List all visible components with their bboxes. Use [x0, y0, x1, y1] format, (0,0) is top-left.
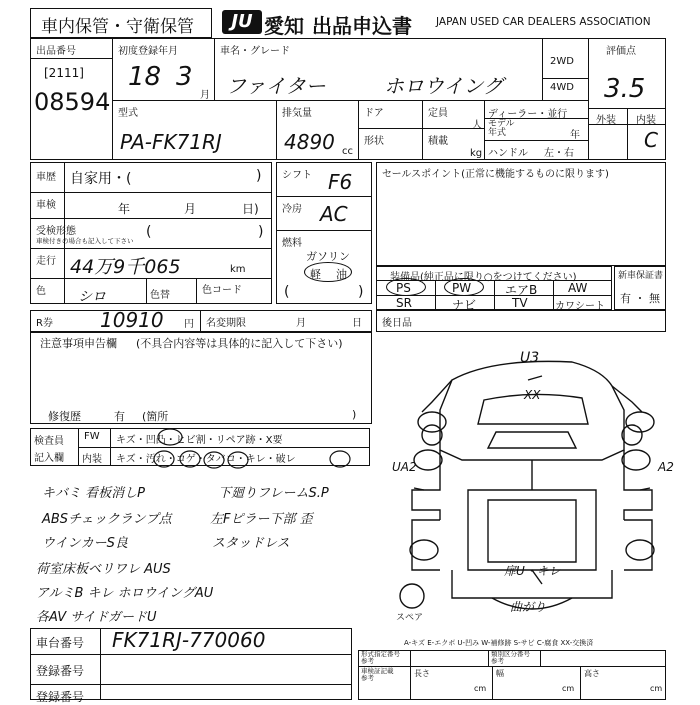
shift-block [276, 162, 372, 304]
spec-height-unit: cm [650, 684, 663, 693]
model-label: 型式 [118, 108, 138, 119]
note-2: 下廻りフレームS.P [218, 486, 329, 501]
r-ticket-value: 10910 [100, 308, 164, 332]
fuel-option-oil: 油 [336, 268, 347, 281]
receipt-sub: 車検付きの場合も記入して下さい [36, 237, 134, 245]
capacity-unit: 人 [472, 120, 482, 131]
inspector-row1: キズ・凹凸・ヒビ割・リペア跡・X要 [116, 435, 283, 446]
after-fit-box [376, 310, 666, 332]
rating-int-value: C [644, 128, 658, 152]
diagram-mark-bed: 扉U・キレ [504, 564, 561, 578]
rating-value: 3.5 [604, 74, 646, 104]
spec-length: 長さ [414, 669, 430, 678]
fuel-option-gasoline: ガソリン [306, 250, 350, 263]
note-1: キバミ 看板消しP [42, 486, 145, 501]
drive-2wd: 2WD [550, 56, 574, 67]
fuel-circle-mark [304, 262, 352, 282]
handle-label: ハンドル [488, 148, 528, 159]
equip-seat: カワシート [555, 301, 605, 312]
notes-sub: (不具合内容等は具体的に記入して下さい) [136, 337, 343, 350]
car-grade-value: ホロウイング [384, 74, 503, 98]
registration-month-unit: 月 [200, 90, 210, 101]
displacement-label: 排気量 [282, 108, 312, 119]
form-title: 出品申込書 [312, 14, 412, 38]
recycle-label: 新車保証書 [618, 271, 664, 281]
note-7: 荷室床板ベリワレ AUS [36, 562, 171, 577]
equip-ps: PS [396, 281, 411, 295]
handle-options: 左・右 [544, 148, 574, 159]
load-unit: kg [470, 148, 483, 159]
inspector-row2: キズ・汚れ・コゲ・タバコ・キレ・破レ [116, 454, 296, 465]
reg-number-label: 登録番号 [36, 664, 85, 678]
inspection-day: 日) [242, 202, 259, 216]
diagram-mark-right: A2 [658, 460, 674, 474]
displacement-value: 4890 [284, 130, 335, 154]
equip-pw-circle [444, 278, 484, 296]
lot-number: 08594 [34, 88, 111, 116]
damage-legend: A-キズ E-エクボ U-凹み W-補修跡 S-サビ C-腐食 XX-交換済 [404, 639, 594, 647]
equip-tv: TV [512, 296, 528, 310]
diagram-mark-xx: XX [524, 388, 541, 402]
name-change-month: 月 [296, 318, 306, 329]
diagram-mark-top: U3 [520, 350, 540, 366]
color-value: シロ [78, 289, 106, 305]
equip-ps-circle [386, 278, 426, 296]
fuel-label: 燃料 [282, 238, 302, 249]
capacity-label: 定員 [428, 108, 448, 119]
equip-aw: AW [568, 281, 588, 295]
dealer-label: ディーラー・並行 [488, 109, 568, 120]
ju-logo: JU [222, 10, 262, 34]
spec-height: 高さ [584, 669, 600, 678]
note-9: 各AV サイドガードU [36, 610, 157, 625]
equipment-label: 装備品(純正品に限り○をつけてください) [390, 272, 577, 283]
notes-label: 注意事項申告欄 [40, 337, 117, 350]
receipt-open: ( [146, 224, 152, 240]
rating-int-label: 内装 [636, 115, 656, 126]
shift-value: F6 [328, 170, 353, 194]
equip-sr: SR [396, 296, 412, 310]
vehicle-diagram [392, 340, 672, 640]
lot-bracket: [2111] [44, 66, 84, 80]
equip-navi: ナビ [452, 298, 477, 312]
inspector-label-1: 検査員 [34, 436, 64, 447]
r-ticket-unit: 円 [184, 319, 194, 330]
mileage-unit: km [230, 264, 246, 275]
history-close: ) [256, 168, 262, 184]
chassis-label: 車台番号 [36, 636, 85, 650]
sales-point-label: セールスポイント(正常に機能するものに限ります) [382, 169, 609, 180]
fuel-option-kei: 軽 [310, 268, 321, 281]
receipt-close: ) [258, 224, 264, 240]
rating-ext-label: 外装 [596, 115, 616, 126]
spec-len-label: 車検証記載 参考 [361, 667, 394, 682]
repair-yes: 有 [114, 410, 125, 423]
model-value: PA-FK71RJ [120, 130, 222, 154]
chassis-value: FK71RJ-770060 [112, 628, 266, 652]
aircon-value: AC [320, 202, 348, 226]
diagram-spare-label: スペア [396, 613, 424, 623]
car-name-label: 車名・グレード [220, 46, 290, 57]
storage-label: 車内保管・守衛保管 [41, 17, 194, 37]
equip-pw: PW [452, 281, 472, 295]
drive-4wd: 4WD [550, 82, 574, 93]
mileage-value: 44万9千065 [70, 256, 181, 278]
spec-width-unit: cm [562, 684, 575, 693]
inspector-row1-head: FW [84, 431, 100, 442]
after-fit-label: 後日品 [382, 318, 412, 329]
registration-month: 3 [176, 62, 193, 92]
repair-parts: (箇所 [142, 410, 169, 423]
note-8: アルミB キレ ホロウイングAU [36, 586, 214, 601]
shape-label: 形状 [364, 136, 384, 147]
shift-label: シフト [282, 170, 312, 181]
recycle-options: 有 ・ 無 [620, 292, 660, 305]
storage-box [30, 8, 212, 38]
english-title: JAPAN USED CAR DEALERS ASSOCIATION [436, 16, 651, 28]
name-change-day: 日 [352, 318, 362, 329]
door-label: ドア [364, 108, 384, 119]
r-ticket-row [30, 310, 372, 332]
inspector-row2-head: 内装 [82, 454, 102, 465]
color-label: 色 [36, 286, 46, 297]
color-code-label: 色コード [202, 285, 242, 296]
diagram-mark-left: UA2 [392, 460, 417, 474]
recycle-number-label: 登録番号 [36, 690, 85, 704]
color-change-label: 色替 [150, 290, 170, 301]
inspector-label-2: 記入欄 [34, 453, 64, 464]
note-3: ABSチェックランプ点 [42, 512, 172, 527]
r-ticket-label: R券 [36, 318, 53, 329]
org-name: 愛知 [264, 14, 304, 38]
history-value: 自家用・( [70, 171, 132, 187]
registration-year: 18 [128, 62, 162, 92]
mileage-label: 走行 [36, 256, 56, 267]
load-label: 積載 [428, 136, 448, 147]
car-name-value: ファイター [226, 74, 326, 98]
diagram-mark-bent: 曲がり [510, 600, 547, 614]
dealer-year-unit: 年 [570, 130, 580, 141]
inspection-year: 年 [118, 202, 131, 216]
inspector-circles [140, 428, 380, 470]
displacement-unit: cc [342, 146, 353, 157]
history-label: 車歴 [36, 172, 56, 183]
note-6: スタッドレス [212, 536, 290, 551]
registration-label: 初度登録年月 [118, 46, 178, 57]
aircon-label: 冷房 [282, 204, 302, 215]
receipt-label: 受検形態 [36, 226, 76, 237]
inspection-month: 月 [184, 202, 197, 216]
repair-close: ) [352, 408, 357, 421]
note-4: 左Fピラー下部 歪 [210, 512, 313, 527]
rating-label: 評価点 [606, 46, 636, 57]
inspection-label: 車検 [36, 200, 56, 211]
spec-model-label: 形式指定番号 参考 [361, 650, 400, 665]
note-5: ウインカーS良 [42, 536, 128, 551]
repair-label: 修復歴 [48, 410, 81, 423]
lot-label: 出品番号 [36, 46, 76, 57]
spec-width: 幅 [496, 669, 504, 678]
dealer-model-year: モデル 年式 [488, 119, 515, 138]
equip-airbag: エアB [505, 283, 538, 297]
spec-length-unit: cm [474, 684, 487, 693]
spec-class-label: 類別区分番号 参考 [491, 650, 530, 665]
name-change-label: 名変期限 [206, 318, 246, 329]
